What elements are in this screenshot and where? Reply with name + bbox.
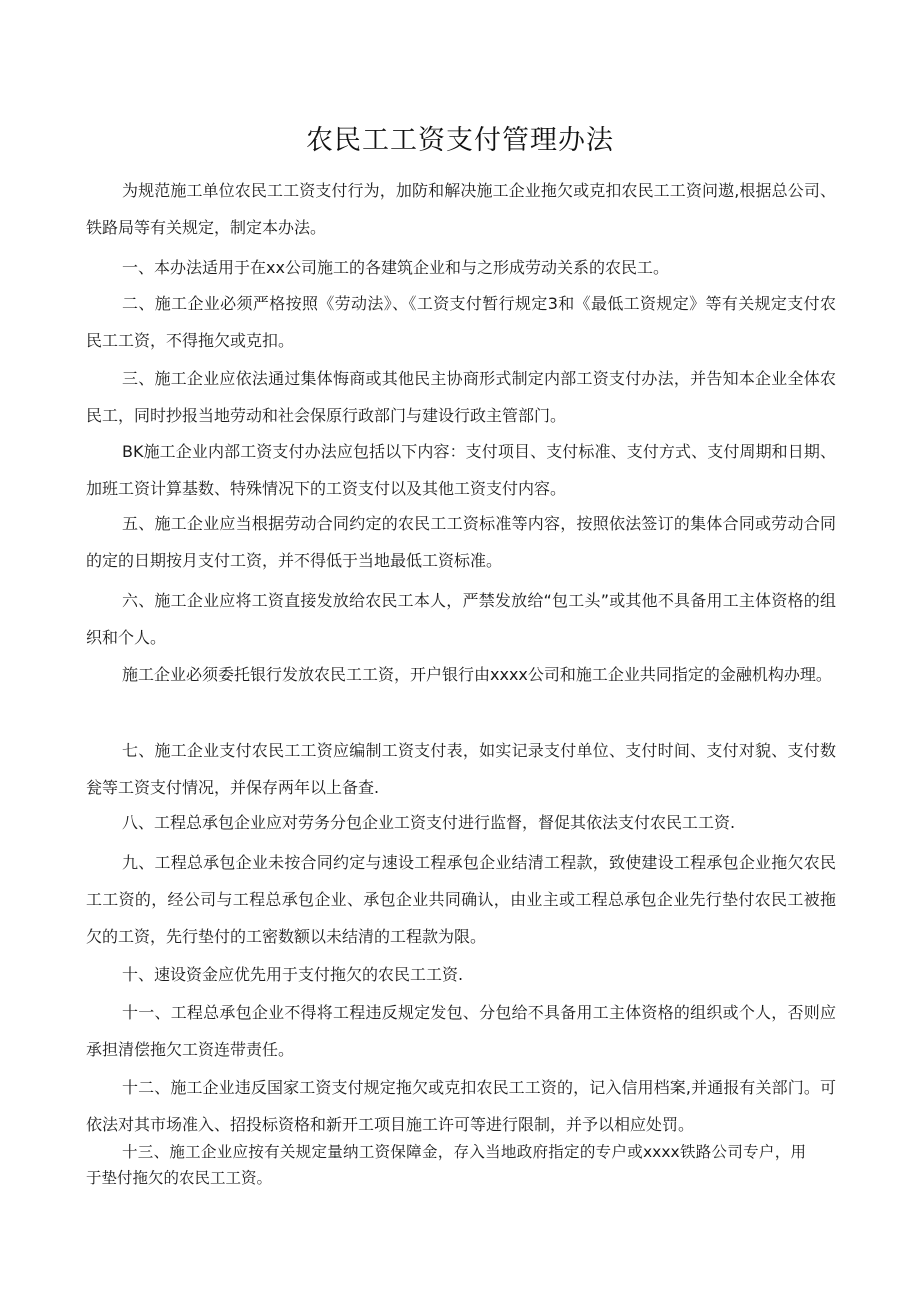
- paragraph-article-1: 一、本办法适用于在xx公司施工的各建筑企业和与之形成劳动关系的农民工。: [122, 258, 669, 277]
- paragraph-article-12: 十二、施工企业违反国家工资支付规定拖欠或克扣农民工工资的，记入信用档案,并通报有关部门。可依法对其市场准入、招投标资格和新开工项目施工许可等进行限制，并予以相应处罚。: [86, 1078, 836, 1134]
- paragraph-article-5: 五、施工企业应当根据劳动合同约定的农民工工资标准等内容，按照依法签订的集体合同或劳动合同的定的日期按月支付工资，并不得低于当地最低工资标准。: [86, 514, 836, 570]
- paragraph-article-6-bank: 施工企业必须委托银行发放农民工工资，开户银行由xxxx公司和施工企业共同指定的金融机构办理。: [122, 665, 832, 684]
- paragraph-article-3: 三、施工企业应依法通过集体悔商或其他民主协商形式制定内部工资支付办法，并告知本企业全体农民工，同时抄报当地劳动和社会保原行政部门与建设行政主管部门。: [86, 369, 836, 425]
- paragraph-article-13: 十三、施工企业应按有关规定量纳工资保障金，存入当地政府指定的专户或xxxx铁路公司专户，用于垫付拖欠的农民工工资。: [86, 1143, 806, 1187]
- paragraph-preamble: 为规范施工单位农民工工资支付行为，加防和解决施工企业拖欠或克扣农民工工资问遨,根据总公司、铁路局等有关规定，制定本办法。: [86, 181, 836, 237]
- paragraph-article-11: 十一、工程总承包企业不得将工程违反规定发包、分包给不具备用工主体资格的组织或个人，否则应承担清偿拖欠工资连带责任。: [86, 1003, 836, 1059]
- paragraph-article-9: 九、工程总承包企业未按合同约定与速设工程承包企业结清工程款，致使建设工程承包企业拖欠农民工工资的，经公司与工程总承包企业、承包企业共同确认，由业主或工程总承包企业先行垫付农民工被拖欠的工资，先行垫付的工密数额以未结清的工程款为限。: [86, 853, 836, 946]
- paragraph-article-4: BK施工企业内部工资支付办法应包括以下内容：支付项目、支付标准、支付方式、支付周期和日期、加班工资计算基数、特殊情况下的工资支付以及其他工资支付内容。: [86, 442, 836, 498]
- paragraph-article-8: 八、工程总承包企业应对劳务分包企业工资支付进行监督，督促其依法支付农民工工资.: [122, 813, 736, 832]
- document-title: 农民工工资支付管理办法: [306, 125, 614, 156]
- paragraph-article-2: 二、施工企业必须严格按照《劳动法》、《工资支付暂行规定3和《最低工资规定》等有关规定支付农民工工资，不得拖欠或克扣。: [86, 294, 836, 350]
- paragraph-article-7: 七、施工企业支付农民工工资应编制工资支付表，如实记录支付单位、支付时间、支付对貌、支付数瓮等工资支付情况，并保存两年以上备查.: [86, 741, 836, 797]
- paragraph-article-10: 十、速设资金应优先用于支付拖欠的农民工工资.: [122, 965, 464, 984]
- paragraph-article-6: 六、施工企业应将工资直接发放给农民工本人，严禁发放给“包工头”或其他不具备用工主体资格的组织和个人。: [86, 591, 836, 647]
